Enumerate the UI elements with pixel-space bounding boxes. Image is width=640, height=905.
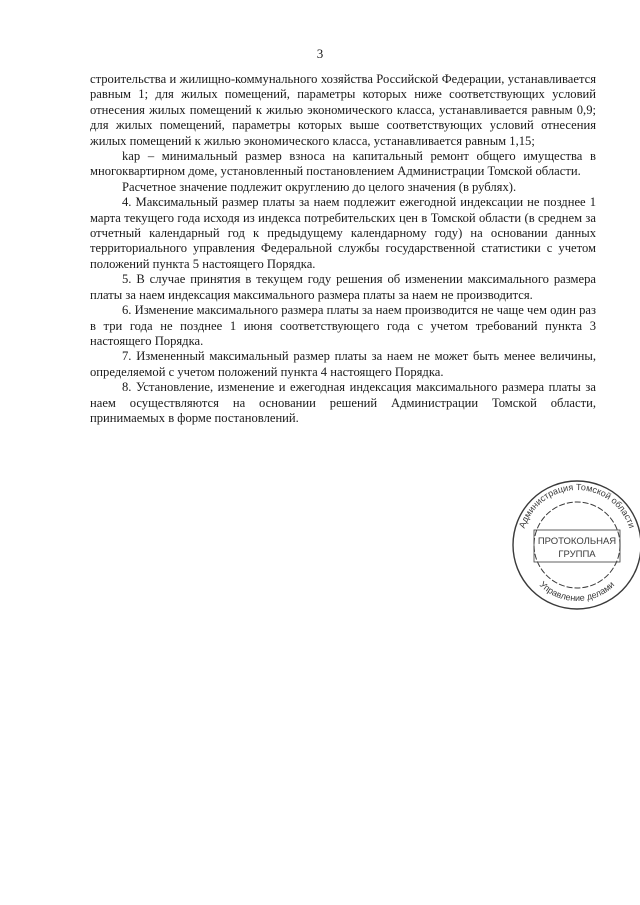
paragraph-item-8: 8. Установление, изменение и ежегодная индексация максимального размера платы за наем осуществляются на основании решений Администрации Томской области, принимаемых в форме постановлений.	[90, 380, 596, 425]
paragraph-item-4: 4. Максимальный размер платы за наем подлежит ежегодной индексации не позднее 1 марта текущего года исходя из индекса потребительских цен в Томской области (в среднем за отчетный календарный год к предыдущему календарному году) на основании данных территориального управления Федеральной службы государственной статистики с учетом положений пункта 5 настоящего Порядка.	[90, 195, 596, 271]
official-stamp	[510, 478, 640, 612]
stamp-bottom-text-path: Управление делами	[537, 579, 617, 604]
stamp-center-line2: ГРУППА	[558, 549, 596, 560]
stamp-center-line1: ПРОТОКОЛЬНАЯ	[537, 536, 617, 547]
stamp-outer-text-path: Администрация Томской области	[516, 481, 638, 530]
paragraph-item-7: 7. Измененный максимальный размер платы за наем не может быть менее величины, определяемой с учетом положений пункта 4 настоящего Порядка.	[90, 349, 596, 379]
stamp-bottom-text	[538, 579, 616, 603]
stamp-outer-text	[517, 482, 637, 529]
paragraph-item-6: 6. Изменение максимального размера платы за наем производится не чаще чем один раз в три года не позднее 1 июня соответствующего года с учетом требований пункта 3 настоящего Порядка.	[90, 303, 596, 348]
paragraph-kap-definition: kap – минимальный размер взноса на капитальный ремонт общего имущества в многоквартирном доме, установленный постановлением Администрации Томской области.	[90, 149, 596, 179]
paragraph-item-5: 5. В случае принятия в текущем году решения об изменении максимального размера платы за наем индексация максимального размера платы за наем не производится.	[90, 272, 596, 302]
page-number: 3	[316, 46, 324, 61]
paragraph-rounding: Расчетное значение подлежит округлению до целого значения (в рублях).	[122, 179, 517, 194]
document-body	[90, 72, 596, 426]
paragraph-coefficient-continuation: строительства и жилищно-коммунального хозяйства Российской Федерации, устанавливается равным 1; для жилых помещений, параметры которых ниже соответствующих условий отнесения жилых помещений к жилью экономического класса, устанавливается равным 0,9; для жилых помещений, параметры которых выше соответствующих условий отнесения жилых помещений к жилью экономического класса, устанавливается равным 1,15;	[90, 72, 596, 148]
